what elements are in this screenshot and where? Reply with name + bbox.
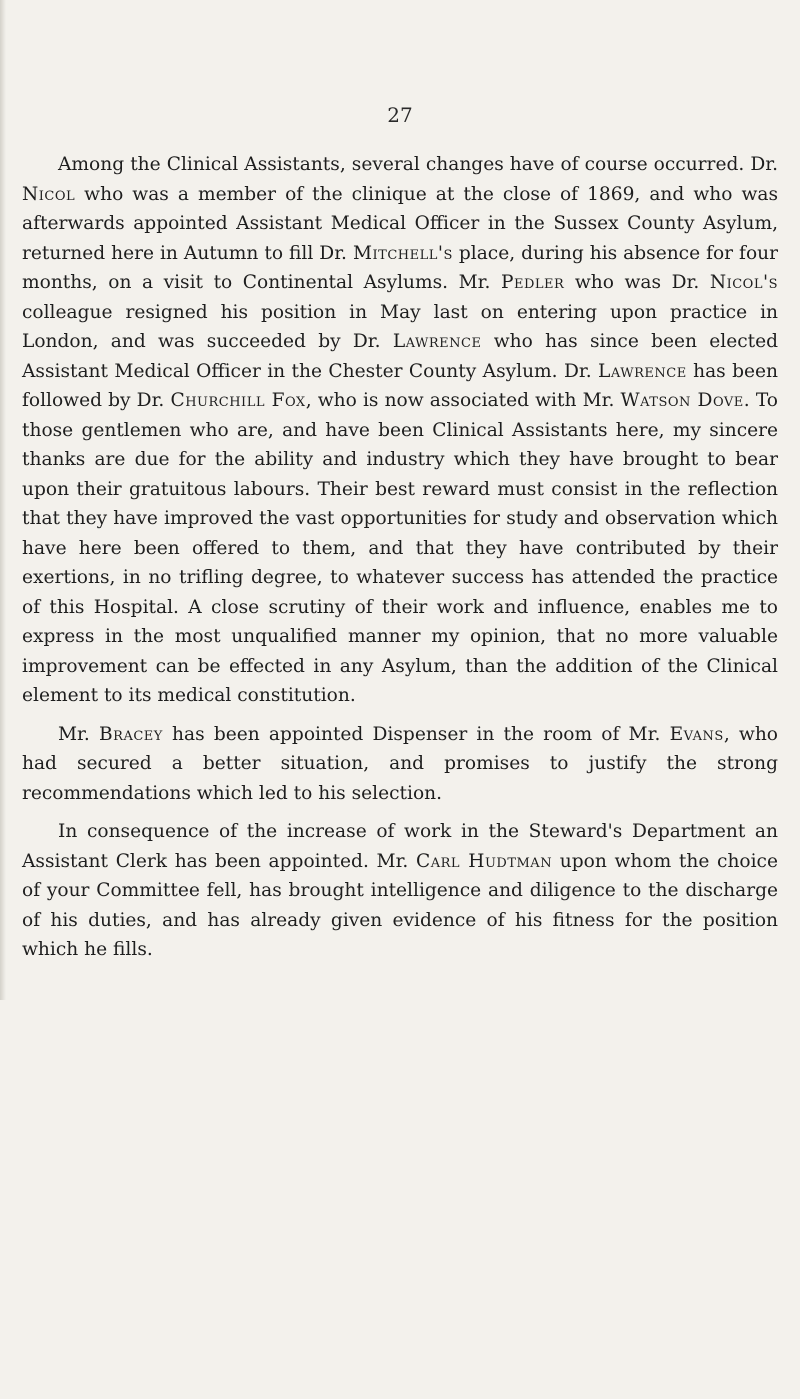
person-name: Lawrence bbox=[392, 331, 482, 352]
person-name: Churchill Fox bbox=[170, 390, 306, 411]
paragraph-clinical-assistants: Among the Clinical Assistants, several changes have of course occurred. Dr. Nicol who was a member of the clinique at the close of 1869, and who was afterwards appointed Assistant Medical Officer in the Sussex County Asylum, returned here in Autumn to fill Dr. Mitchell's place, during his absence for four months, on a visit to Continental Asylums. Mr. Pedler who was Dr. Nicol's colleague resigned his position in May last on entering upon practice in London, and was succeeded by Dr. Lawrence who has since been elected Assistant Medical Officer in the Chester County Asylum. Dr. Lawrence has been followed by Dr. Churchill Fox, who is now associated with Mr. Watson Dove. To those gentlemen who are, and have been Clinical Assistants here, my sincere thanks are due for the ability and industry which they have brought to bear upon their gratuitous labours. Their best reward must consist in the reflection that they have improved the vast opportunities for study and observation which have here been offered to them, and that they have contributed by their exertions, in no trifling degree, to whatever success has attended the practice of this Hospital. A close scrutiny of their work and influence, enables me to express in the most unqualified manner my opinion, that no more valuable improvement can be effected in any Asylum, than the addition of the Clinical element to its medical constitution. bbox=[22, 154, 778, 706]
person-name: Pedler bbox=[500, 272, 565, 293]
person-name: Lawrence bbox=[598, 360, 687, 382]
person-name: Bracey bbox=[99, 723, 163, 745]
person-name: Watson Dove bbox=[620, 390, 744, 411]
binding-shadow bbox=[0, 0, 6, 1000]
person-name: Carl Hudtman bbox=[416, 850, 553, 872]
paragraph-assistant-clerk: In consequence of the increase of work in the Steward's Department an Assistant Clerk has been appointed. Mr. Carl Hudtman upon whom the choice of your Committee fell, has brought intelligence and diligence to the discharge of his duties, and has already given evidence of his fitness for the position which he fills. bbox=[22, 821, 778, 960]
body-text bbox=[22, 150, 778, 974]
page-number: 27 bbox=[387, 103, 413, 127]
person-name: Mitchell's bbox=[352, 242, 453, 264]
person-name: Nicol bbox=[22, 183, 76, 205]
person-name: Evans bbox=[669, 723, 724, 745]
paragraph-dispenser: Mr. Bracey has been appointed Dispenser in the room of Mr. Evans, who had secured a better situation, and promises to justify the strong recommendations which led to his selection. bbox=[22, 723, 779, 804]
person-name: Nicol's bbox=[709, 272, 778, 293]
